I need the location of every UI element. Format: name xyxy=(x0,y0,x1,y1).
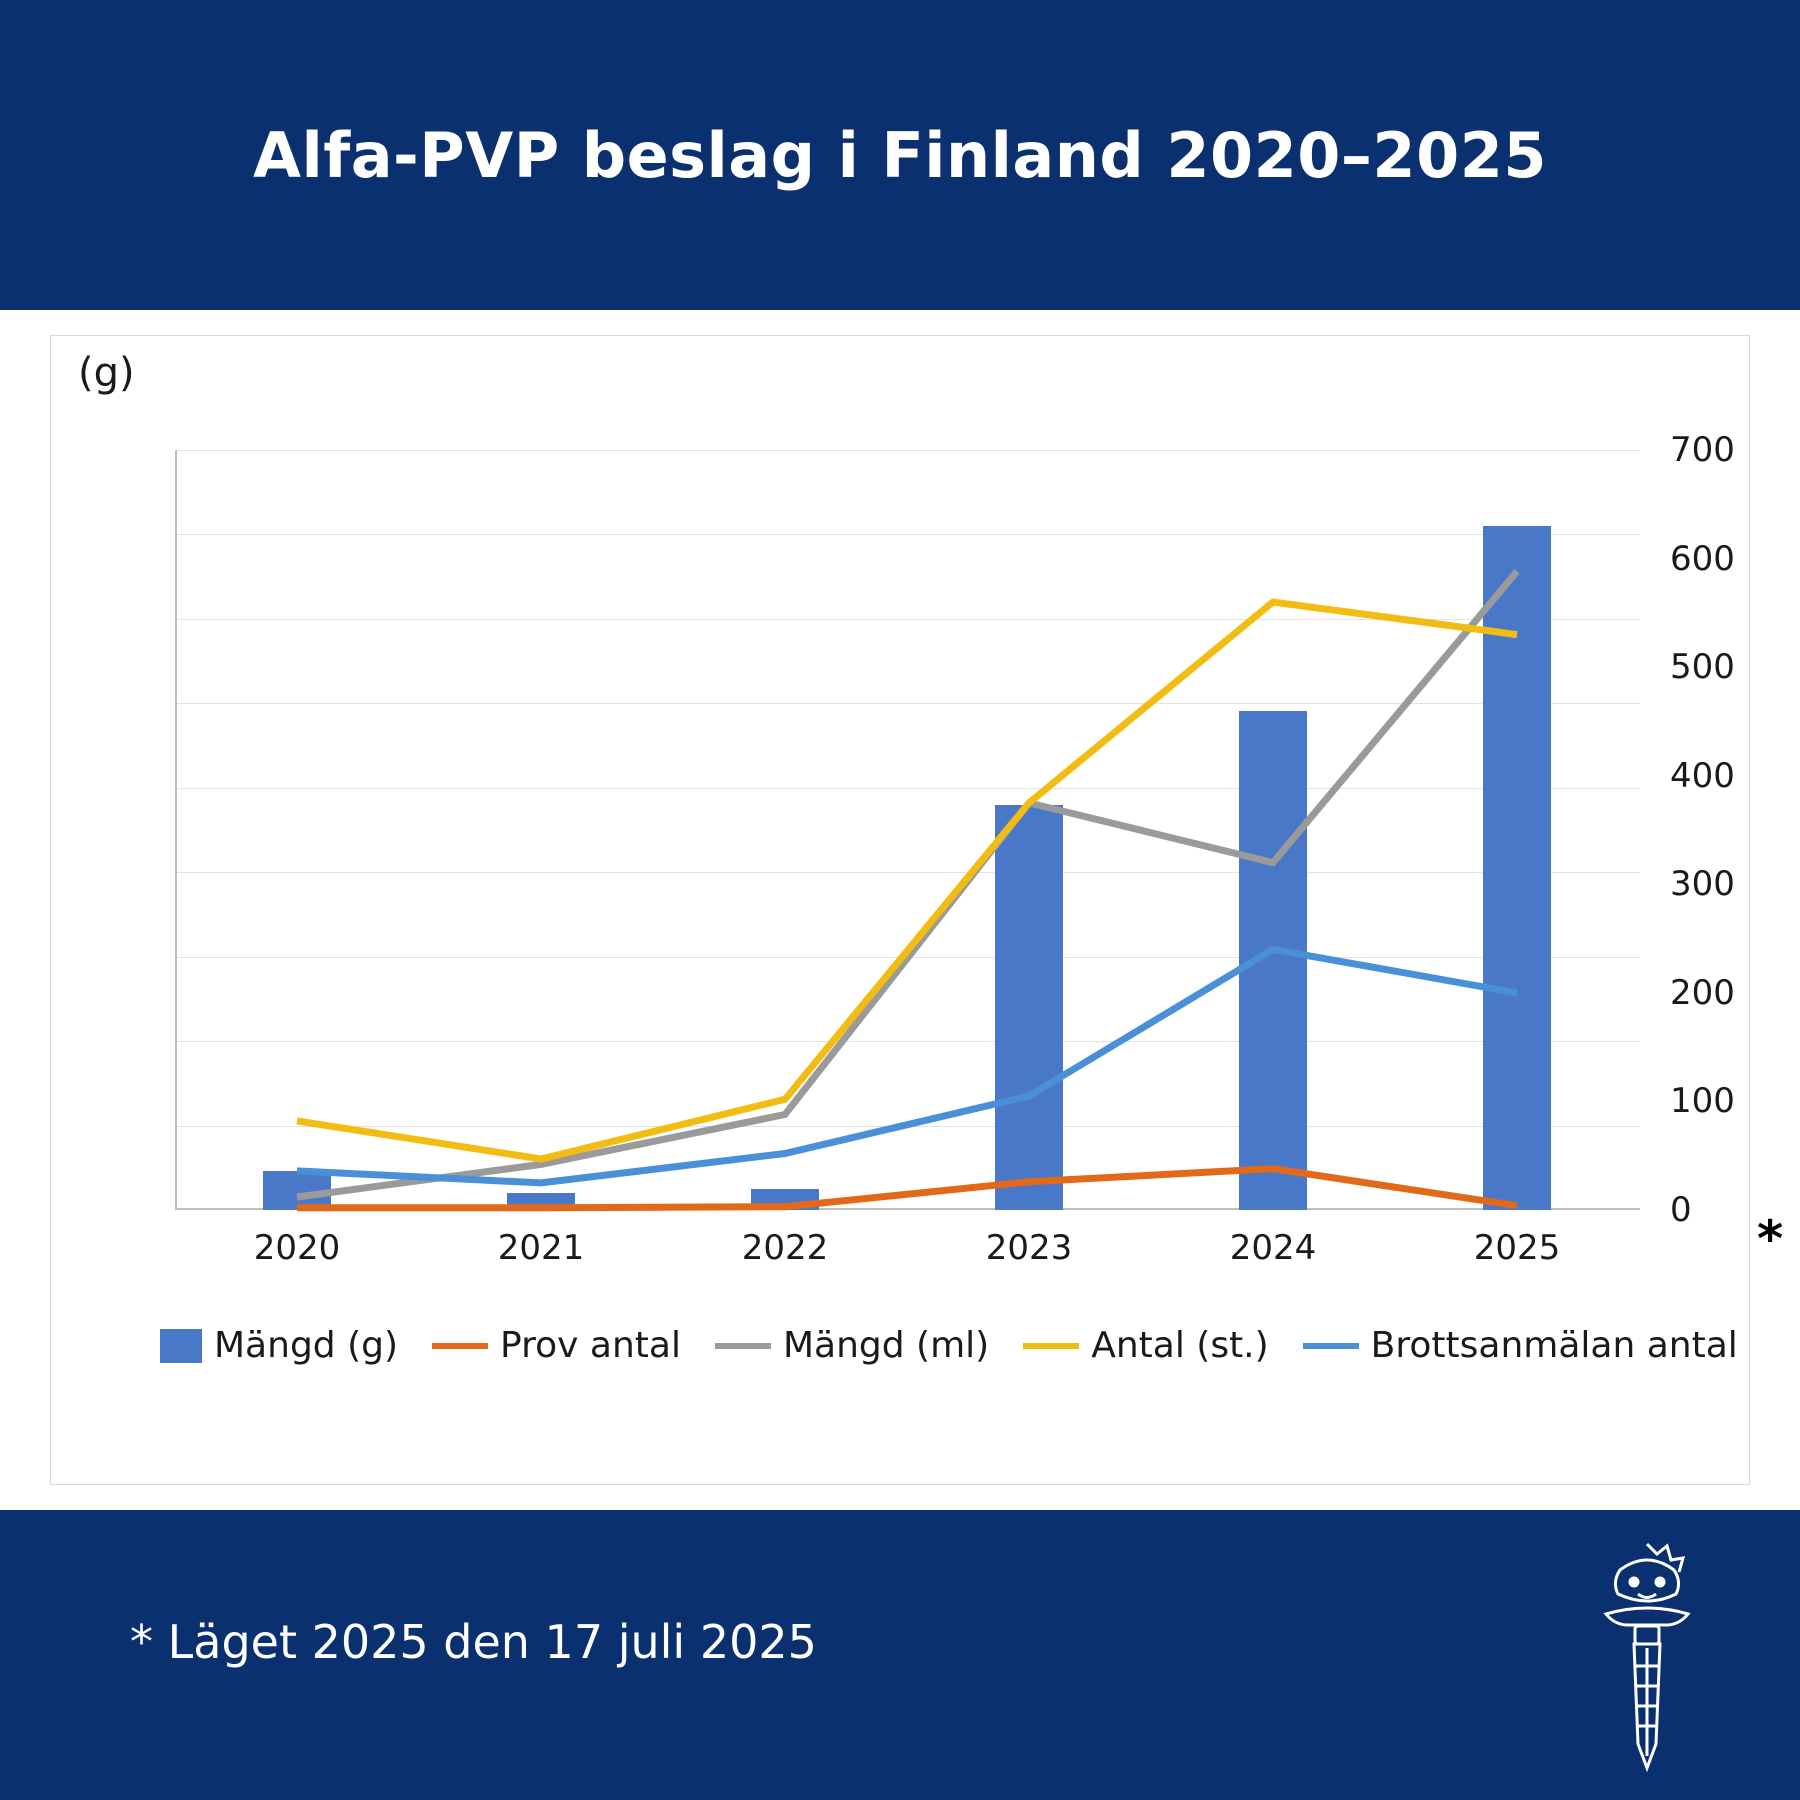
legend-swatch-line-icon xyxy=(432,1343,488,1349)
page-title: Alfa-PVP beslag i Finland 2020–2025 xyxy=(252,118,1547,192)
chart-legend xyxy=(160,1325,1738,1366)
legend-label-antal-st: Antal (st.) xyxy=(1091,1325,1269,1366)
y-tick-right: 700 xyxy=(1670,430,1735,470)
legend-label-prov-antal: Prov antal xyxy=(500,1325,681,1366)
legend-item-antal-st xyxy=(1023,1325,1268,1366)
footnote-text: * Läget 2025 den 17 juli 2025 xyxy=(130,1615,817,1669)
y-tick-right: 500 xyxy=(1670,647,1735,688)
x-tick-2021: 2021 xyxy=(497,1228,585,1268)
legend-item-mangd-ml xyxy=(715,1325,989,1366)
y-tick-right: 600 xyxy=(1670,538,1735,579)
y-tick-right: 100 xyxy=(1670,1081,1735,1122)
legend-label-mangd-ml: Mängd (ml) xyxy=(782,1325,990,1366)
x-tick-2025: 2025 xyxy=(1473,1228,1561,1268)
line-antal-st xyxy=(297,602,1517,1159)
line-mangd-ml xyxy=(297,571,1517,1197)
legend-item-prov-antal xyxy=(432,1325,681,1366)
y-tick-right: 300 xyxy=(1670,864,1735,905)
legend-swatch-bar-icon xyxy=(160,1329,202,1363)
footer-banner xyxy=(0,1510,1800,1800)
y-tick-right: 200 xyxy=(1670,972,1735,1013)
chart-container xyxy=(0,310,1800,1510)
police-sword-logo-icon xyxy=(1572,1536,1722,1776)
x-tick-2023: 2023 xyxy=(985,1228,1073,1268)
y-axis-unit-label: (g) xyxy=(78,350,135,396)
legend-item-brottsanmalan-antal xyxy=(1303,1325,1738,1366)
asterisk-marker: * xyxy=(1757,1210,1784,1268)
legend-swatch-line-icon xyxy=(1303,1343,1359,1349)
y-tick-right: 400 xyxy=(1670,755,1735,796)
x-tick-2022: 2022 xyxy=(741,1228,829,1268)
x-tick-2020: 2020 xyxy=(253,1228,341,1268)
legend-label-brottsanmalan-antal: Brottsanmälan antal xyxy=(1370,1325,1738,1366)
legend-item-mangd-g xyxy=(160,1325,398,1366)
header-banner xyxy=(0,0,1800,310)
plot-area xyxy=(175,430,1784,1268)
x-tick-2024: 2024 xyxy=(1229,1228,1317,1268)
legend-label-mangd-g: Mängd (g) xyxy=(214,1325,399,1366)
line-series-group xyxy=(175,450,1640,1210)
legend-swatch-line-icon xyxy=(1023,1343,1079,1349)
legend-swatch-line-icon xyxy=(715,1343,771,1349)
y-tick-right: 0 xyxy=(1670,1190,1692,1230)
